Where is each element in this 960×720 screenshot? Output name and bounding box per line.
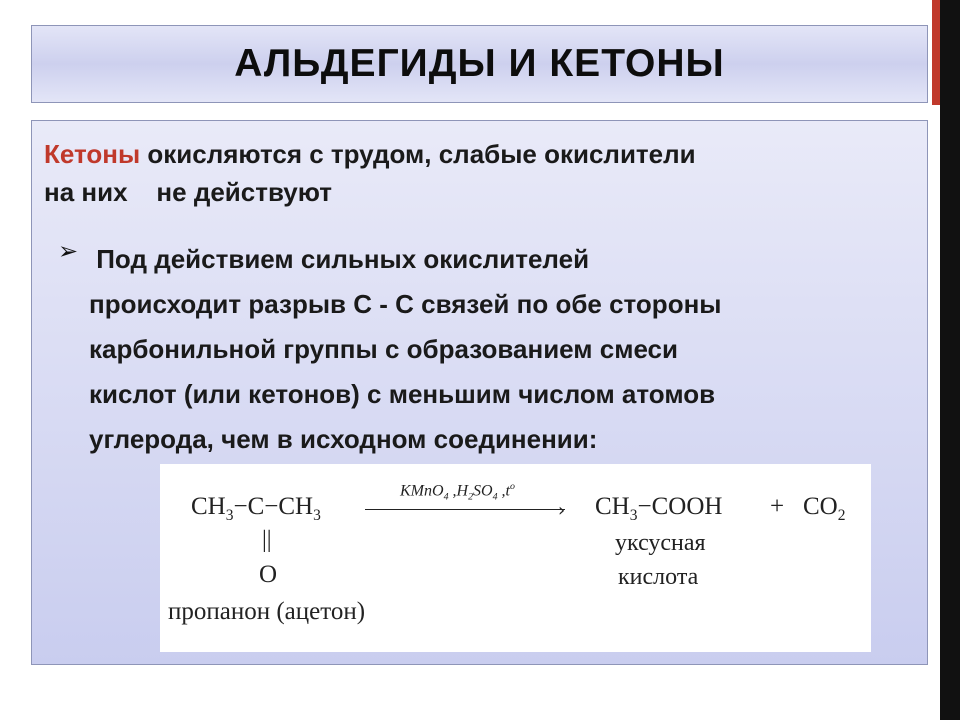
reaction-conditions: KMnO$_4$ $,H_2SO_4$ $,t^o$ <box>400 481 515 503</box>
plus-sign: + <box>770 493 785 520</box>
double-bond: || <box>262 527 272 553</box>
bullet-text: Под действием сильных окислителей происходит разрыв С - С связей по обе стороны карбонильной группы с образованием смеси кислот (или кетонов) с меньшим числом атомов углерода, чем в исходном соединении: <box>89 244 722 454</box>
red-accent-bar <box>932 0 940 105</box>
reaction-arrow <box>365 509 565 510</box>
arrow-head-icon: › <box>558 500 566 521</box>
intro-paragraph <box>44 135 904 211</box>
slide-title: АЛЬДЕГИДЫ И КЕТОНЫ <box>234 42 725 85</box>
reactant-name: пропанон (ацетон) <box>168 598 366 625</box>
product-co2-formula: $CO_2$ <box>803 493 846 524</box>
product-name-line1: уксусная <box>615 530 706 556</box>
product-acid-formula: $CH_3-COOH$ <box>595 493 723 524</box>
oxygen-atom: O <box>259 561 278 588</box>
right-edge-bar <box>940 0 960 720</box>
product-name-line2: кислота <box>618 564 699 590</box>
title-panel <box>31 25 928 103</box>
bullet-arrow-icon: ➢ <box>58 237 79 265</box>
reaction-equation-image <box>160 464 871 652</box>
reactant-formula: $CH_3-C-CH_3$ <box>191 493 321 524</box>
intro-text: окисляются с трудом, слабые окислители на них не действуют <box>44 139 696 207</box>
content-panel <box>31 120 928 665</box>
intro-highlight-word: Кетоны <box>44 139 141 169</box>
